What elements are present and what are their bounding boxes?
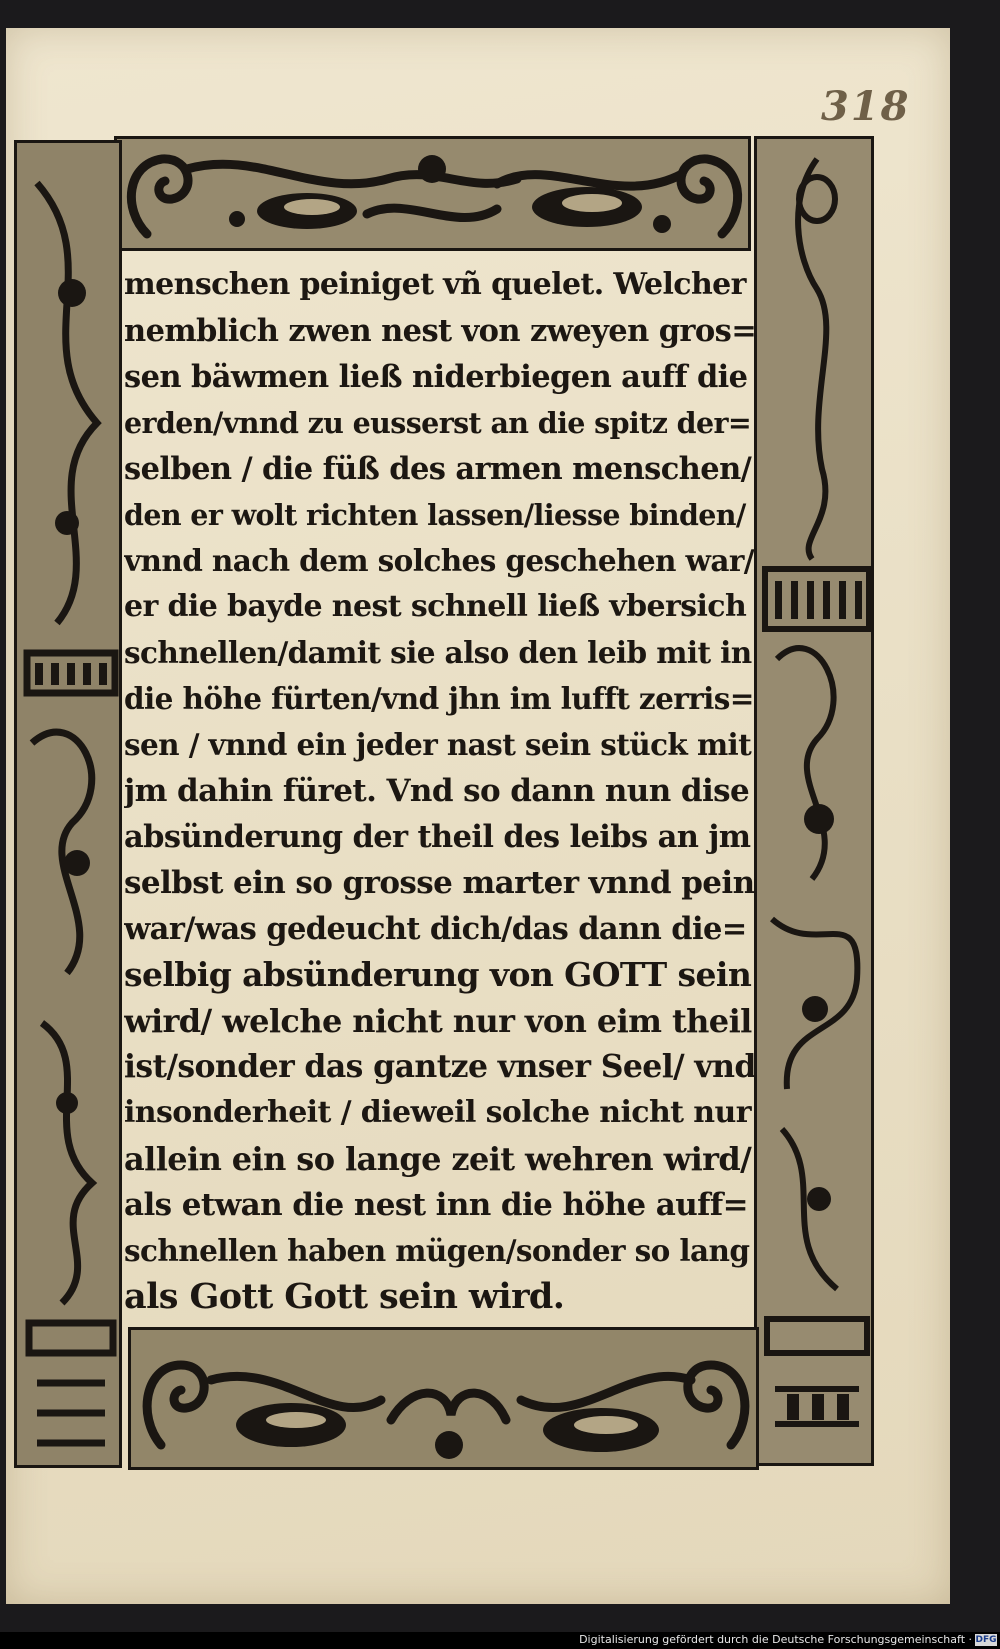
bottom-woodcut-border bbox=[128, 1327, 759, 1470]
folio-number: 318 bbox=[821, 83, 911, 130]
text-line: als etwan die nest inn die höhe auff= bbox=[124, 1187, 749, 1223]
text-block bbox=[124, 260, 756, 1325]
left-ornament bbox=[17, 143, 122, 1468]
text-line: war/was gedeucht dich/das dann die= bbox=[124, 911, 747, 947]
text-line: die höhe fürten/vnd jhn im lufft zerris= bbox=[124, 681, 754, 716]
text-line: wird/ welche nicht nur von eim theil bbox=[124, 1002, 752, 1040]
text-line: selbig absünderung von GOTT sein bbox=[124, 955, 752, 994]
bottom-ornament bbox=[131, 1330, 759, 1470]
text-line: schnellen haben mügen/sonder so lang bbox=[124, 1233, 750, 1268]
text-line: als Gott Gott sein wird. bbox=[124, 1276, 565, 1317]
footer-bar bbox=[0, 1632, 1000, 1649]
text-line: insonderheit / dieweil solche nicht nur bbox=[124, 1095, 751, 1130]
left-woodcut-border bbox=[14, 140, 122, 1468]
text-line: sen bäwmen ließ niderbiegen auff die bbox=[124, 359, 748, 395]
text-line: selbst ein so grosse marter vnnd pein bbox=[124, 865, 755, 901]
top-ornament bbox=[117, 139, 751, 251]
right-ornament bbox=[757, 139, 874, 1466]
text-line: selben / die füß des armen menschen/ bbox=[124, 451, 752, 487]
top-woodcut-border bbox=[114, 136, 751, 251]
text-line: erden/vnnd zu eusserst an die spitz der= bbox=[124, 406, 752, 440]
text-line: schnellen/damit sie also den leib mit in bbox=[124, 635, 752, 670]
text-line: sen / vnnd ein jeder nast sein stück mit bbox=[124, 727, 752, 762]
text-line: ist/sonder das gantze vnser Seel/ vnd bbox=[124, 1048, 756, 1085]
book-page bbox=[6, 28, 950, 1604]
text-line: absünderung der theil des leibs an jm bbox=[124, 819, 751, 855]
text-line: jm dahin füret. Vnd so dann nun dise bbox=[124, 773, 750, 809]
text-line: er die bayde nest schnell ließ vbersich bbox=[124, 589, 747, 624]
dfg-logo: DFG bbox=[975, 1635, 997, 1645]
funding-notice: Digitalisierung gefördert durch die Deutsche Forschungsgemeinschaft · bbox=[579, 1633, 972, 1646]
text-line: allein ein so lange zeit wehren wird/ bbox=[124, 1140, 752, 1178]
text-line: den er wolt richten lassen/liesse binden/ bbox=[124, 498, 746, 532]
right-woodcut-border bbox=[754, 136, 874, 1466]
text-line: nemblich zwen nest von zweyen gros= bbox=[124, 313, 756, 349]
text-line: menschen peiniget vñ quelet. Welcher bbox=[124, 267, 746, 302]
text-line: vnnd nach dem solches geschehen war/ bbox=[124, 543, 754, 578]
